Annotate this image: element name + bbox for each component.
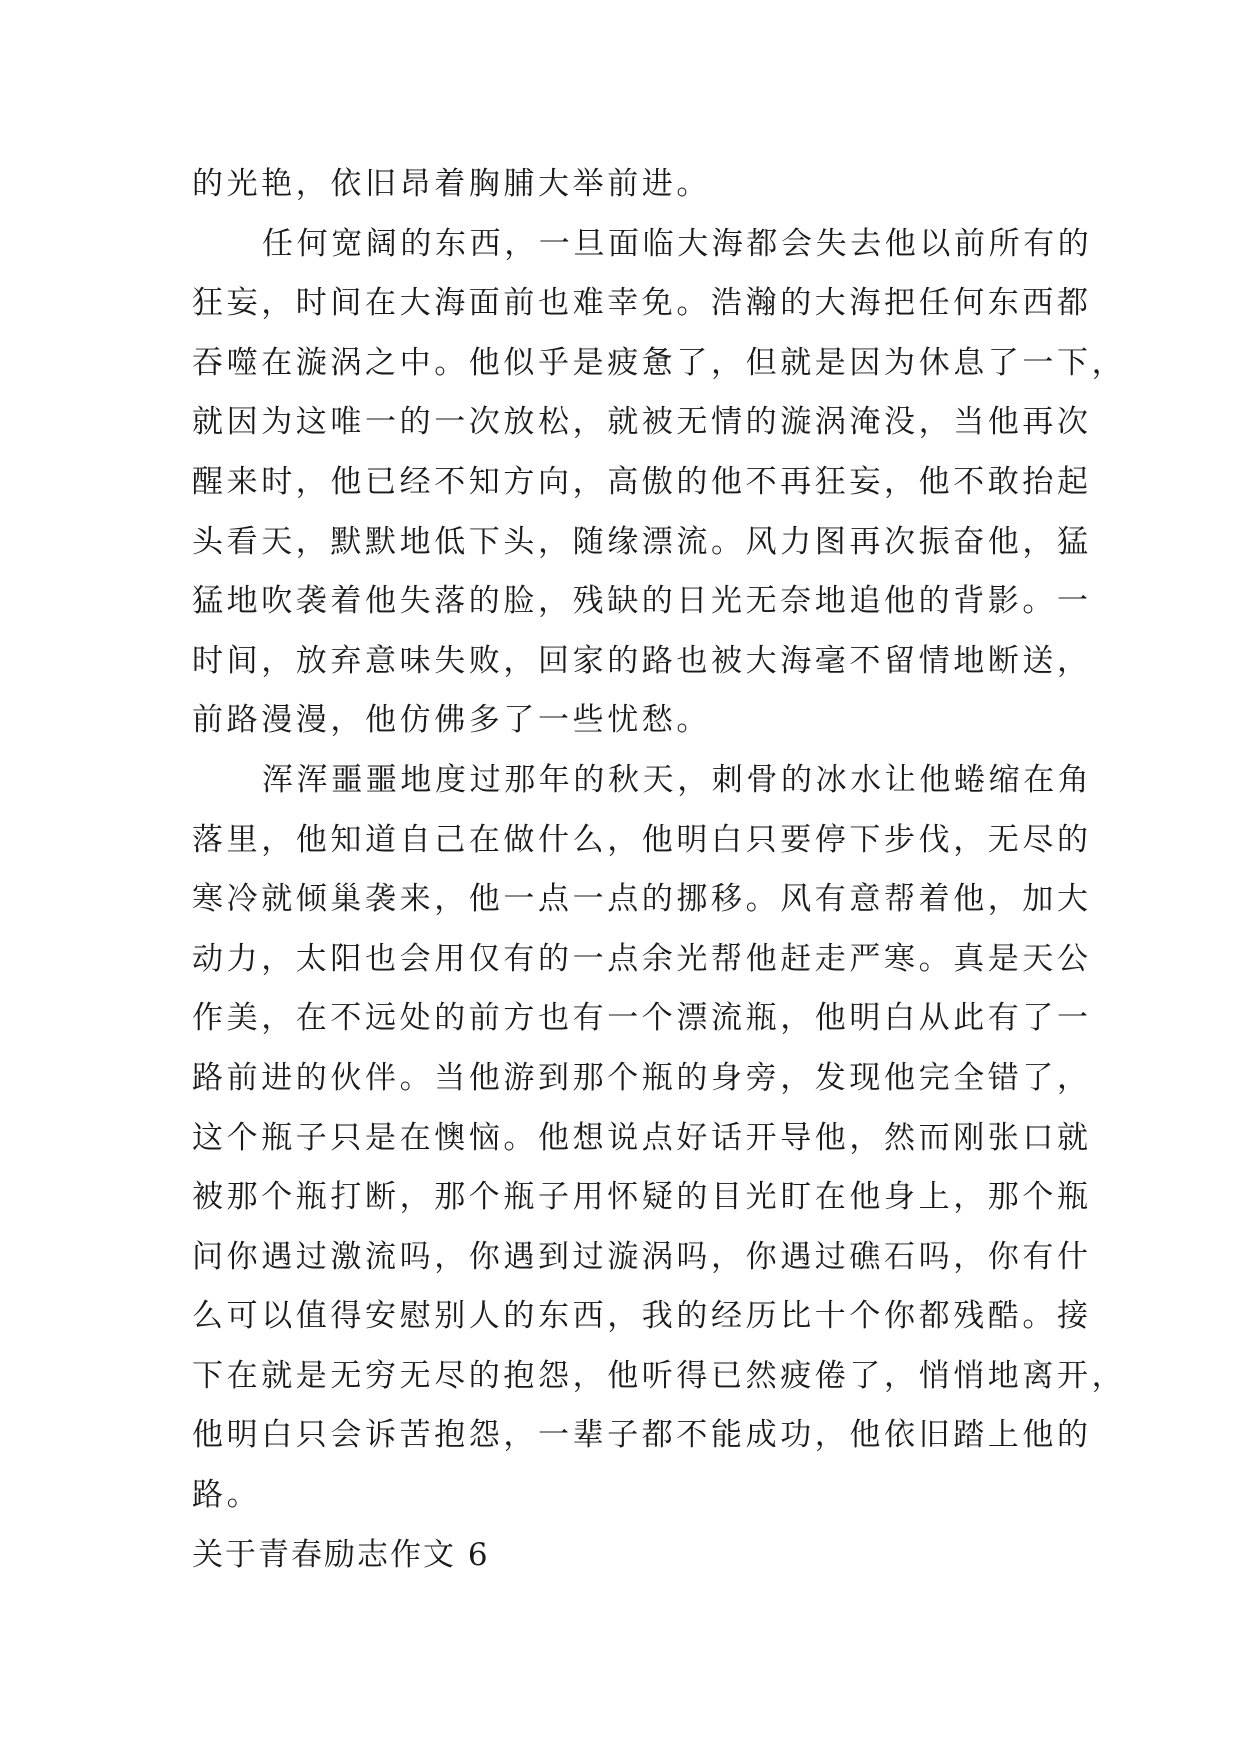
paragraph-line: 狂妄，时间在大海面前也难幸免。浩瀚的大海把任何东西都 (192, 285, 1092, 322)
paragraph-line: 动力，太阳也会用仅有的一点余光帮他赶走严寒。真是天公 (192, 940, 1092, 977)
paragraph-3 (192, 751, 1127, 1526)
paragraph-line: 浑浑噩噩地度过那年的秋天，刺骨的冰水让他蜷缩在角 (262, 761, 1093, 798)
paragraph-line: 醒来时，他已经不知方向，高傲的他不再狂妄，他不敢抬起 (192, 463, 1092, 500)
section-heading: 关于青春励志作文 6 (192, 1536, 490, 1573)
paragraph-line: 问你遇过激流吗，你遇到过漩涡吗，你遇过礁石吗，你有什 (192, 1238, 1092, 1275)
continued-line: 的光艳，依旧昂着胸脯大举前进。 (192, 166, 711, 202)
paragraph-line: 路。 (192, 1477, 262, 1514)
paragraph-line: 吞噬在漩涡之中。他似乎是疲惫了，但就是因为休息了一下， (192, 344, 1127, 381)
paragraph-2 (192, 215, 1127, 751)
paragraph-line: 路前进的伙伴。当他游到那个瓶的身旁，发现他完全错了， (192, 1059, 1092, 1096)
paragraph-line: 前路漫漫，他仿佛多了一些忧愁。 (192, 702, 711, 739)
paragraph-line: 任何宽阔的东西，一旦面临大海都会失去他以前所有的 (262, 225, 1093, 262)
document-body (192, 155, 1127, 1585)
paragraph-line: 么可以值得安慰别人的东西，我的经历比十个你都残酷。接 (192, 1298, 1092, 1335)
paragraph-line: 落里，他知道自己在做什么，他明白只要停下步伐，无尽的 (192, 821, 1092, 858)
paragraph-line: 被那个瓶打断，那个瓶子用怀疑的目光盯在他身上，那个瓶 (192, 1179, 1092, 1216)
paragraph-line: 寒冷就倾巢袭来，他一点一点的挪移。风有意帮着他，加大 (192, 881, 1092, 918)
paragraph-line: 这个瓶子只是在懊恼。他想说点好话开导他，然而刚张口就 (192, 1119, 1092, 1156)
paragraph-line: 头看天，默默地低下头，随缘漂流。风力图再次振奋他，猛 (192, 523, 1092, 560)
paragraph-line: 作美，在不远处的前方也有一个漂流瓶，他明白从此有了一 (192, 1000, 1092, 1037)
paragraph-line: 猛地吹袭着他失落的脸，残缺的日光无奈地追他的背影。一 (192, 583, 1092, 620)
paragraph-line: 就因为这唯一的一次放松，就被无情的漩涡淹没，当他再次 (192, 404, 1092, 441)
paragraph-line: 他明白只会诉苦抱怨，一辈子都不能成功，他依旧踏上他的 (192, 1417, 1092, 1454)
paragraph-line: 下在就是无穷无尽的抱怨，他听得已然疲倦了，悄悄地离开， (192, 1357, 1127, 1394)
paragraph-line: 时间，放弃意味失败，回家的路也被大海毫不留情地断送， (192, 642, 1092, 679)
